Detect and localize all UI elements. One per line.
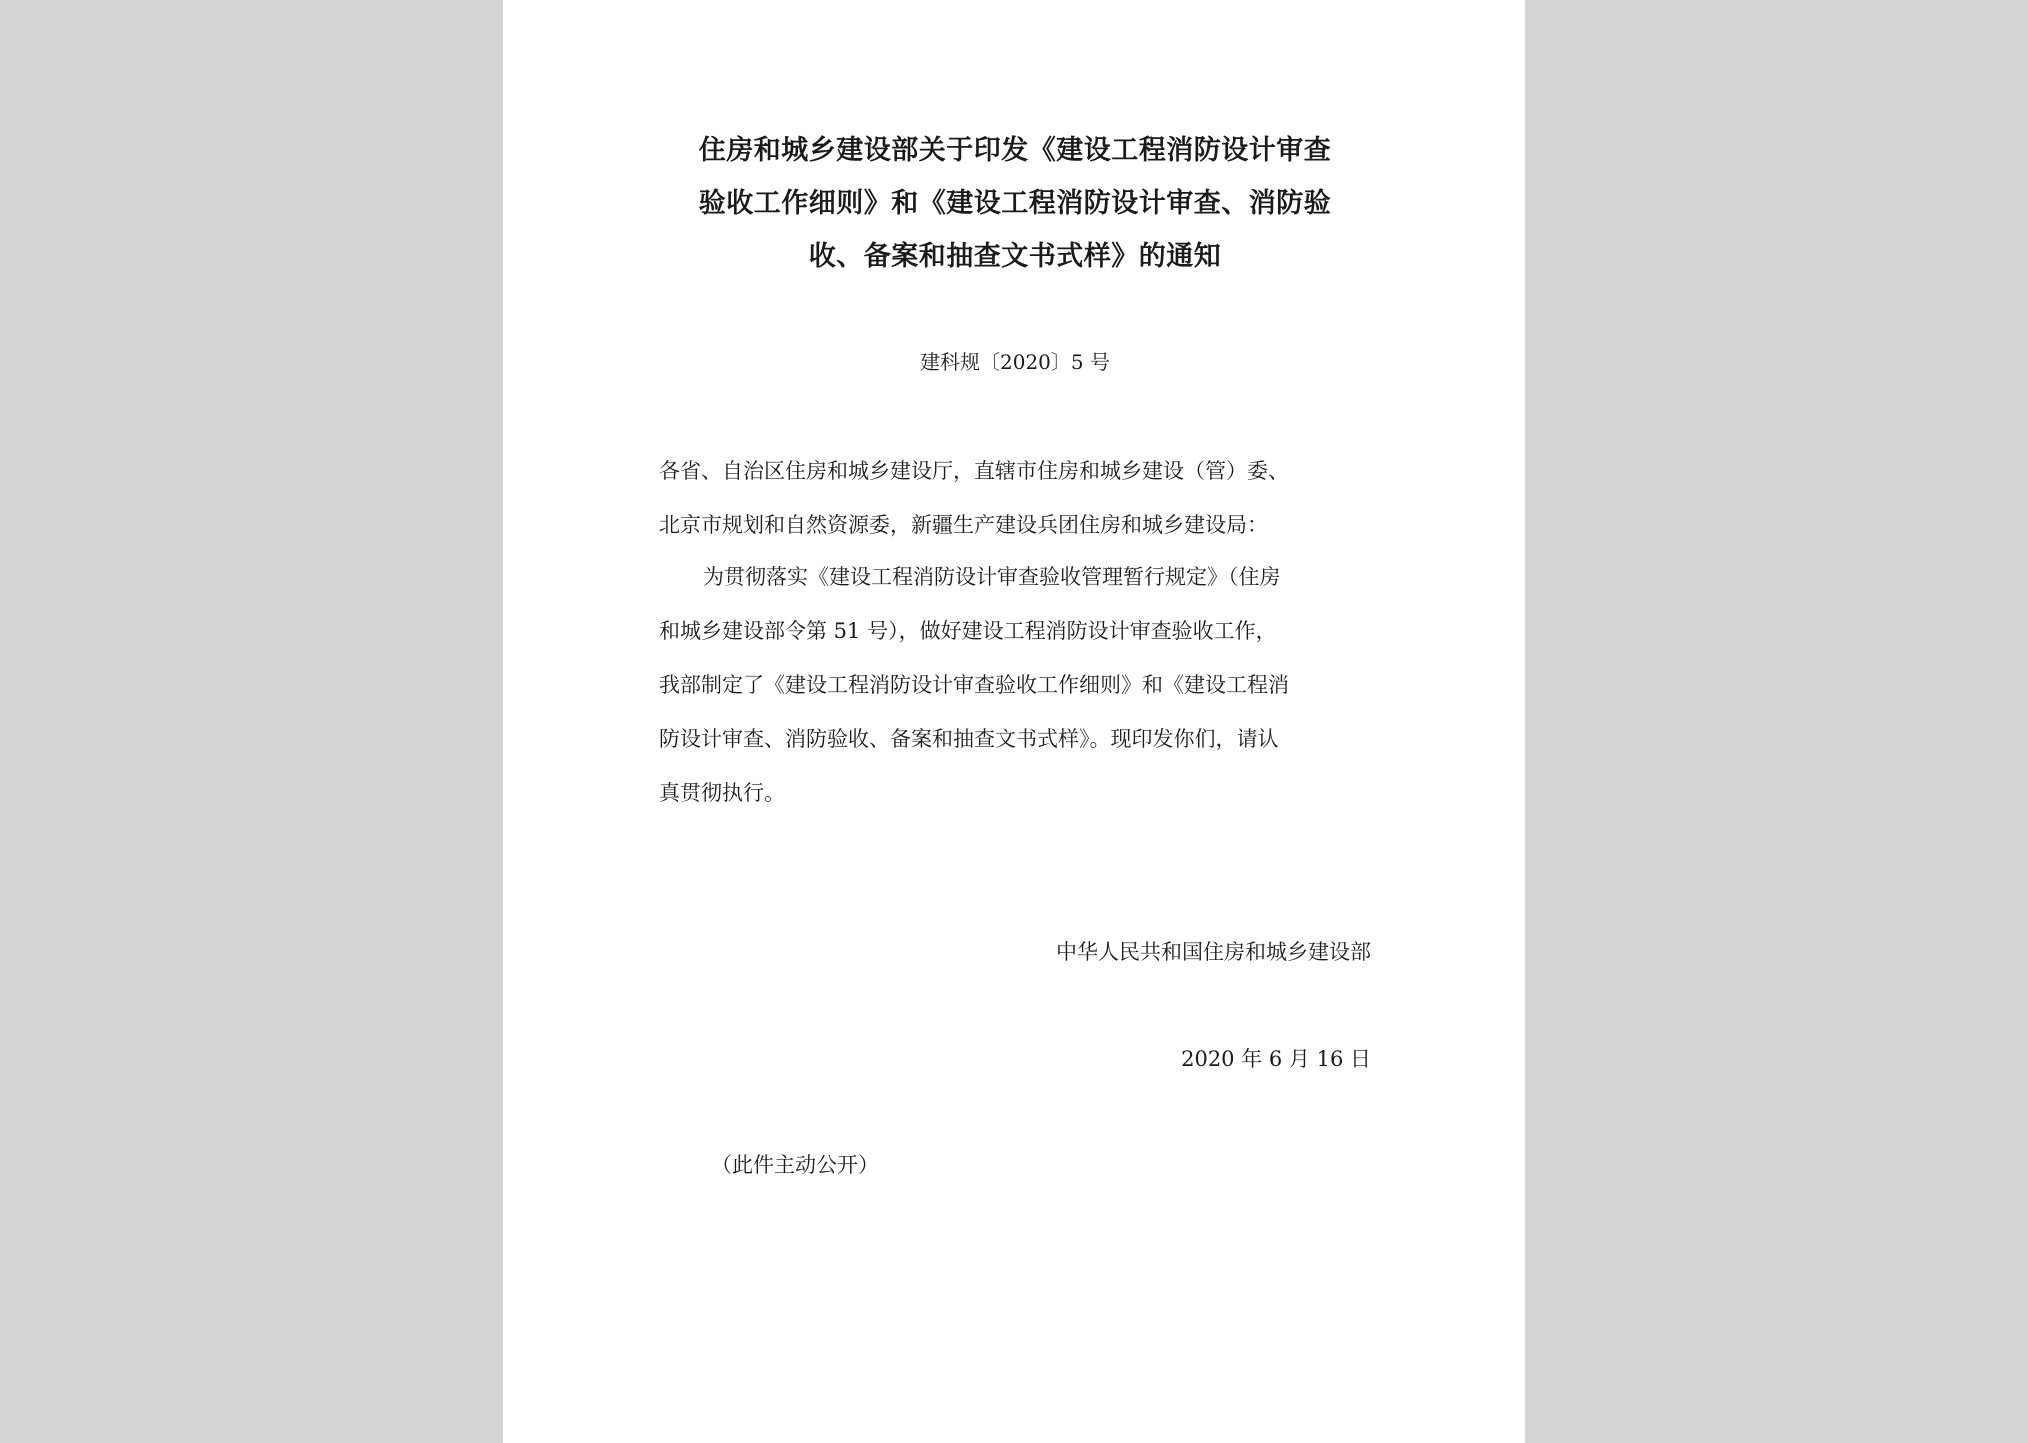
- document-page: [503, 0, 1525, 1443]
- document-title: [659, 124, 1371, 283]
- addressee-line: 各省、自治区住房和城乡建设厅，直辖市住房和城乡建设（管）委、: [659, 459, 1289, 483]
- disclosure-note: （此件主动公开）: [711, 1153, 879, 1177]
- document-number: 建科规〔2020〕5 号: [920, 350, 1110, 374]
- title-line: 验收工作细则》和《建设工程消防设计审查、消防验: [698, 188, 1332, 219]
- title-line: 收、备案和抽查文书式样》的通知: [808, 241, 1222, 272]
- title-line: 住房和城乡建设部关于印发《建设工程消防设计审查: [698, 135, 1332, 166]
- addressee-line: 北京市规划和自然资源委，新疆生产建设兵团住房和城乡建设局：: [659, 513, 1268, 537]
- issuer-signature: 中华人民共和国住房和城乡建设部: [1056, 940, 1371, 964]
- body-line: 真贯彻执行。: [659, 781, 785, 805]
- body-line: 防设计审查、消防验收、备案和抽查文书式样》。现印发你们，请认: [659, 727, 1279, 751]
- body-line: 和城乡建设部令第 51 号），做好建设工程消防设计审查验收工作，: [659, 619, 1277, 643]
- issue-date: 2020 年 6 月 16 日: [1181, 1047, 1371, 1071]
- body-line: 为贯彻落实《建设工程消防设计审查验收管理暂行规定》（住房: [703, 565, 1281, 589]
- body-line: 我部制定了《建设工程消防设计审查验收工作细则》和《建设工程消: [659, 673, 1289, 697]
